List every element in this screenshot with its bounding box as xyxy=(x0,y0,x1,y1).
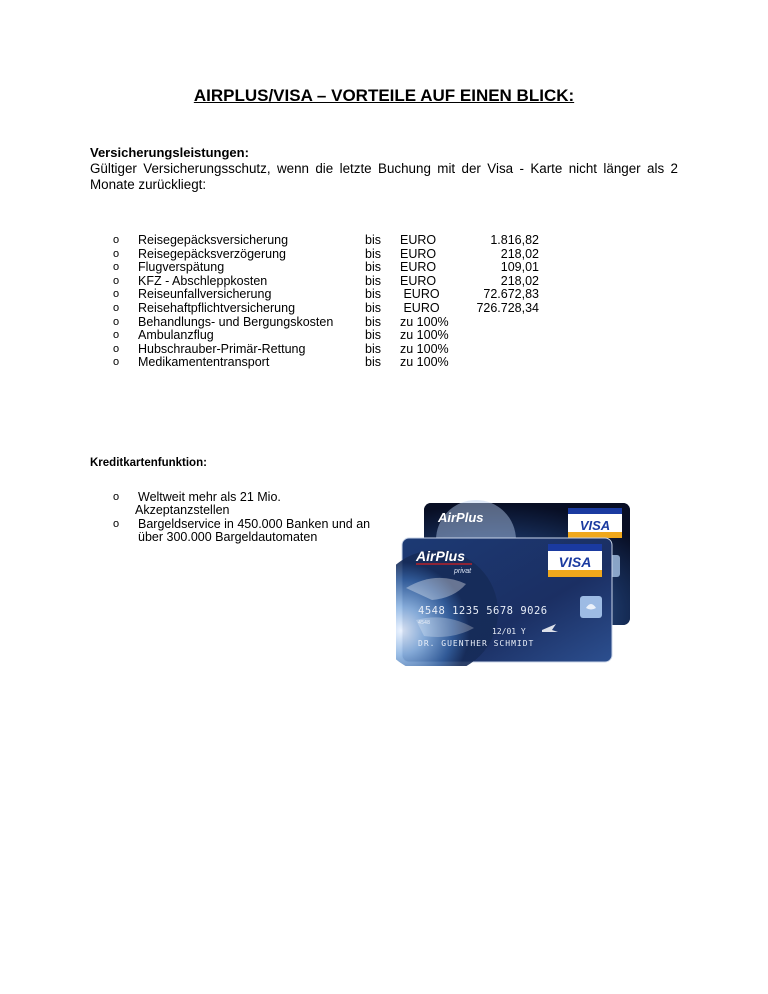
insurance-label: Ambulanzflug xyxy=(138,328,214,343)
credit-list xyxy=(110,491,390,545)
insurance-label: Reiseunfallversicherung xyxy=(138,287,272,302)
bullet-icon: o xyxy=(113,315,120,328)
card-holder: DR. GUENTHER SCHMIDT xyxy=(418,639,535,648)
insurance-label: Behandlungs- und Bergungskosten xyxy=(138,314,334,329)
card-small-number: 4548 xyxy=(418,620,431,626)
insurance-amount: 218,02 xyxy=(500,246,539,261)
insurance-bis: bis xyxy=(365,300,381,315)
bullet-icon: o xyxy=(113,234,120,246)
insurance-unit: zu 100% xyxy=(400,314,449,329)
bullet-icon: o xyxy=(113,261,120,274)
insurance-amount: 1.816,82 xyxy=(490,233,539,247)
insurance-unit: EURO xyxy=(400,246,437,261)
insurance-bis: bis xyxy=(365,233,381,247)
page-title: AIRPLUS/VISA – VORTEILE AUF EINEN BLICK: xyxy=(193,86,575,105)
back-visa-logo: VISA xyxy=(579,518,611,533)
list-item xyxy=(110,518,390,545)
insurance-label: Medikamententransport xyxy=(138,355,270,370)
credit-item-line: Bargeldservice in 450.000 Banken und an xyxy=(138,516,371,531)
bullet-icon: o xyxy=(113,288,120,301)
insurance-bis: bis xyxy=(365,287,381,302)
insurance-unit: zu 100% xyxy=(400,328,449,343)
insurance-amount: 218,02 xyxy=(500,273,539,288)
credit-item-line: Akzeptanzstellen xyxy=(135,503,230,518)
bullet-icon: o xyxy=(113,342,120,355)
insurance-unit: EURO xyxy=(400,260,437,275)
bullet-icon: o xyxy=(113,247,120,260)
insurance-label: Flugverspätung xyxy=(138,260,225,275)
airplus-visa-cards-image xyxy=(396,500,636,666)
insurance-bis: bis xyxy=(365,314,381,329)
insurance-description: Gültiger Versicherungsschutz, wenn die letzte Buchung mit der Visa - Karte nicht länger als 2 Monate zurückliegt: xyxy=(90,161,678,192)
card-number: 4548 1235 5678 9026 xyxy=(418,605,548,617)
insurance-label: Reisehaftpflichtversicherung xyxy=(138,300,296,315)
credit-heading: Kreditkartenfunktion: xyxy=(90,457,207,469)
insurance-label: KFZ - Abschleppkosten xyxy=(138,273,268,288)
insurance-bis: bis xyxy=(365,273,381,288)
bullet-icon: o xyxy=(113,356,120,369)
insurance-amount: 109,01 xyxy=(500,260,539,275)
insurance-bis: bis xyxy=(365,328,381,343)
back-brand-logo: AirPlus xyxy=(438,510,484,525)
front-visa-logo: VISA xyxy=(558,554,592,570)
bullet-icon: o xyxy=(113,329,120,342)
credit-item-line: über 300.000 Bargeldautomaten xyxy=(138,530,318,545)
insurance-unit: zu 100% xyxy=(400,341,449,356)
front-card xyxy=(396,538,612,666)
card-expiry: 12/01 Y xyxy=(492,627,526,636)
credit-item-line: Weltweit mehr als 21 Mio. xyxy=(138,490,281,504)
bullet-icon: o xyxy=(113,274,120,287)
insurance-bis: bis xyxy=(365,246,381,261)
insurance-unit: zu 100% xyxy=(400,355,449,370)
card-subtitle: privat xyxy=(454,568,472,575)
bullet-icon: o xyxy=(113,517,120,530)
insurance-label: Hubschrauber-Primär-Rettung xyxy=(138,341,306,356)
insurance-unit: EURO xyxy=(400,233,437,247)
list-item xyxy=(110,491,390,518)
insurance-unit: EURO xyxy=(400,300,440,315)
insurance-bis: bis xyxy=(365,260,381,275)
insurance-label: Reisegepäcksversicherung xyxy=(138,233,289,247)
insurance-amount: 726.728,34 xyxy=(476,300,539,315)
insurance-bis: bis xyxy=(365,355,381,370)
bullet-icon: o xyxy=(113,301,120,314)
bullet-icon: o xyxy=(113,491,120,503)
insurance-amount: 72.672,83 xyxy=(483,287,539,302)
insurance-unit: EURO xyxy=(400,287,440,302)
insurance-bis: bis xyxy=(365,341,381,356)
insurance-heading: Versicherungsleistungen: xyxy=(90,145,249,160)
insurance-unit: EURO xyxy=(400,273,437,288)
front-brand-logo: AirPlus xyxy=(416,548,466,564)
insurance-label: Reisegepäcksverzögerung xyxy=(138,246,287,261)
